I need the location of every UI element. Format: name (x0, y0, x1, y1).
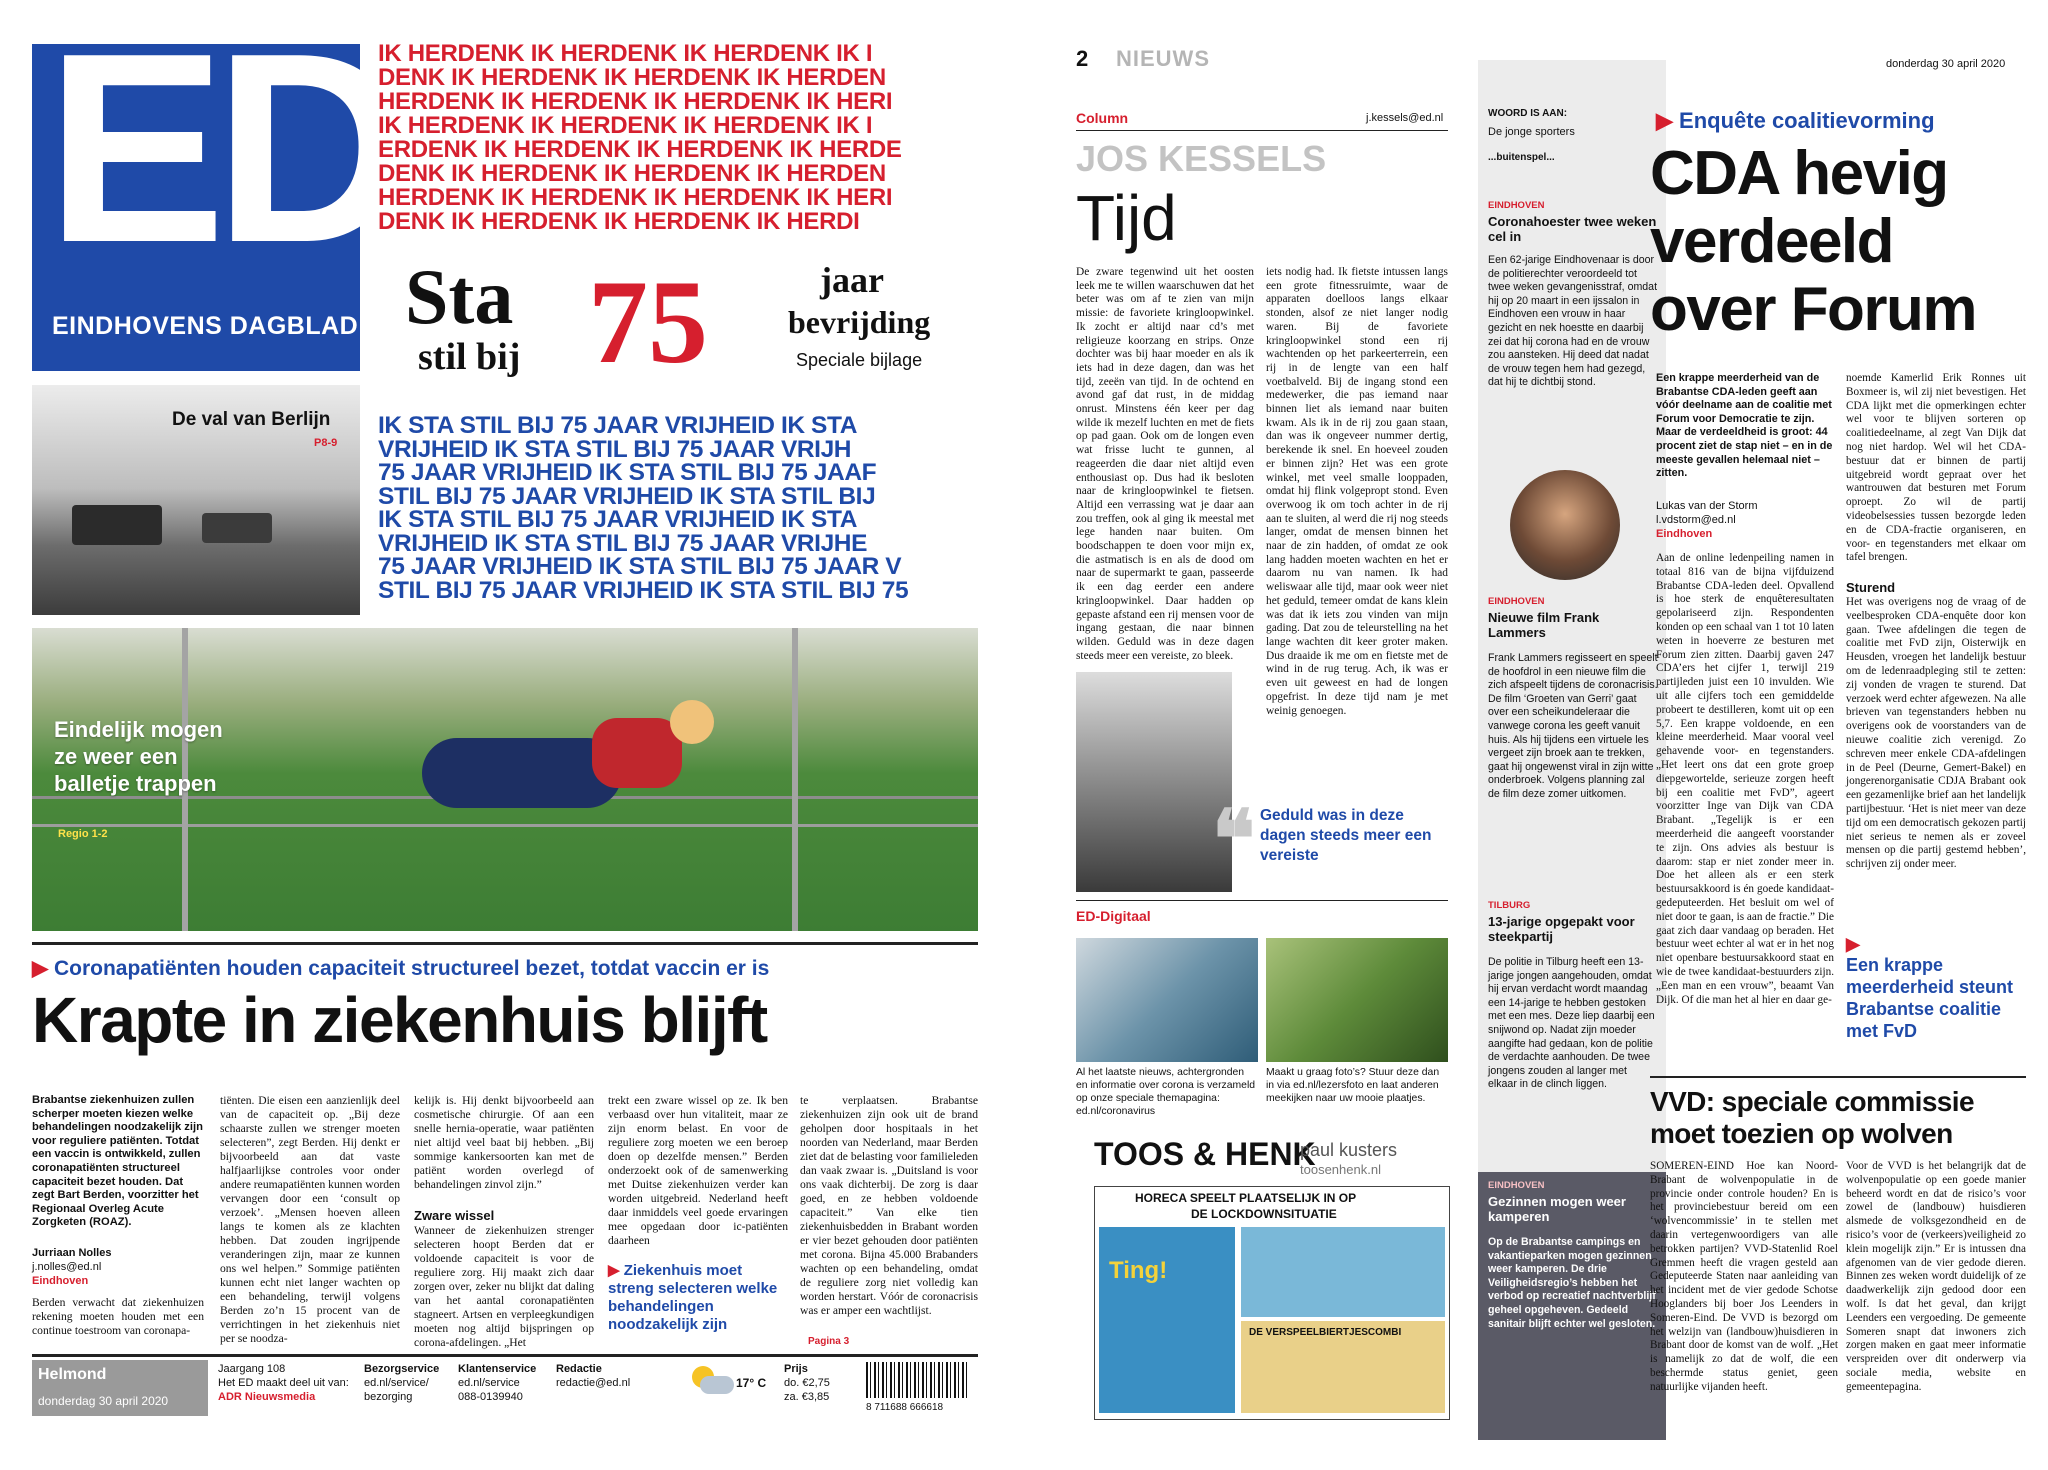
column-title: Tijd (1076, 182, 1177, 254)
lead-kicker (32, 956, 978, 981)
promo-text: Ziekenhuis moet streng selecteren welke behandelingen noodzakelijk zijn (608, 1262, 778, 1333)
digitaal-caption-2: Maakt u graag foto’s? Stuur deze dan in via ed.nl/lezersfoto en laat anderen meekijken naar uw mooie plaatjes. (1266, 1067, 1440, 1104)
woord-quote: ...buitenspel... (1488, 152, 1555, 163)
cartoon-panel-2 (1241, 1227, 1445, 1317)
kid-shirt (592, 718, 682, 788)
fence-bar (32, 824, 978, 827)
footer-prijs-2: za. €3,85 (784, 1391, 830, 1403)
vvd-col-2: Voor de VVD is het belangrijk dat de wolvenpopulatie op een goede manier beheerd wordt en dat de risico’s voor zowel de (landbouw) huisdieren alsmede de volksgezondheid en de risico’s voor de (verkeers)veiligheid zo klein mogelijk zijn.” Er is intussen dna afgenomen van de vier gedode dieren. Binnen zes weken wordt duidelijk of ze daadwerkelijk zijn gedood door een wolf. Is dat het geval, dan krijgt Leenders een vergoeding. De gemeente Someren snapt dat inwoners zich zorgen maken en gaat meer informatie verspreiden over dit onderwerp via sociale media, website en gemeentepagina. (1846, 1160, 2026, 1393)
woord-subject: De jonge sporters (1488, 126, 1575, 138)
cartoon-strip[interactable] (1094, 1186, 1450, 1420)
lead-subhead: Zware wissel (414, 1208, 495, 1223)
lead-promo-ref: Pagina 3 (808, 1336, 850, 1347)
footer-bezorg-1[interactable]: ed.nl/service/ (364, 1377, 429, 1389)
digitaal-photo-1[interactable] (1076, 938, 1258, 1062)
digitaal-caption-1: Al het laatste nieuws, achtergronden en informatie over corona is verzameld op onze speciale themapagina: ed.nl/coronavirus (1076, 1067, 1256, 1117)
vvd-rule (1650, 1076, 2026, 1078)
item-d-place: EINDHOVEN (1488, 1180, 1545, 1191)
herdenk-line: IK HERDENK IK HERDENK IK HERDENK IK I (378, 112, 873, 139)
vvd-col-1: SOMEREN-EIND Hoe kan Noord-Brabant de wolvenpopulatie in de provincie onder controle houden? En is het provinciebestuur bereid om een ‘wolvencommissie’ in te stellen met daarin vertegenwoordigers van alle betrokken partijen? VVD-Statenlid Roel Gremmen heeft die vragen gesteld aan Gedeputeerde Staten naar aanleiding van het incident met de vier gedode Schotse Hooglanders bij boer Jos Leenders in Someren-Eind. De VVD is bezorgd om het welzijn van (landbouw)huisdieren in Brabant door de komst van de wolf. „Het is namelijk zo dat de wolf, die een beschermde status geniet, geen natuurlijke vijanden heeft. (1650, 1160, 1838, 1393)
column-email[interactable]: j.kessels@ed.nl (1366, 112, 1444, 124)
lead-col-4: trekt een zware wissel op ze. Ik ben verbaasd over hun vitaliteit, maar ze zijn enorm belast. En voor de reguliere zorg moeten we een beroep doen op dezelfde mensen.” Berden onderzoekt ook of de samenwerking met Duitse ziekenhuizen verder kan worden uitgebreid. Nederland heeft daar inmiddels veel goede ervaringen mee opgedaan door ic-patiënten daarheen (608, 1094, 788, 1247)
caption-line: balletje trappen (54, 771, 217, 796)
quote-mark-icon: ❝ (1212, 795, 1256, 884)
cda-headline-line: verdeeld (1650, 207, 1894, 276)
herdenk-line: IK HERDENK IK HERDENK IK HERDENK IK I (378, 40, 873, 67)
lead-author: Jurriaan Nolles (32, 1247, 112, 1259)
footer-bezorg (364, 1362, 439, 1404)
cda-promo-arrow-icon: ▶ (1846, 934, 1860, 954)
column-quote: Geduld was in deze dagen steeds meer een vereiste (1260, 807, 1432, 864)
cartoon-panel-1 (1099, 1227, 1235, 1413)
berlin-ref: P8-9 (314, 437, 338, 449)
footer-prijs-1: do. €2,75 (784, 1377, 830, 1389)
column-label-text: Column (1076, 110, 1129, 126)
item-c-title[interactable]: 13-jarige opgepakt voor steekpartij (1488, 914, 1635, 944)
stilbij-line: 75 JAAR VRIJHEID IK STA STIL BIJ 75 JAAR V (378, 553, 902, 580)
footer-redactie (556, 1362, 630, 1390)
cda-kicker-arrow-icon: ▶ (1656, 108, 1673, 133)
herdenk-line: DENK IK HERDENK IK HERDENK IK HERDI (378, 208, 860, 235)
cartoon-brand: TOOS & HENK (1094, 1136, 1316, 1172)
lead-col-2: tiënten. Die eisen een aanzienlijk deel van de capaciteit op. „Bij deze schaarste zullen we strenger moeten selecteren”, zegt Berden. Hij denkt er bijvoorbeeld aan dat vaste halfjaarlijkse controles voor onder andere reumapatiënten kunnen worden vervangen door een ‘consult op verzoek’. „Mensen hoeven alleen langs te komen als ze klachten hebben. Dat zouden ingrijpende veranderingen zijn, maar ze kunnen ons wel helpen.” Sommige patiënten kunnen echt niet langer wachten op een behandeling, terwijl volgens Berden zo’n 15 procent van de verrichtingen in het ziekenhuis niet per se noodza- (220, 1094, 400, 1345)
stilbij-line: IK STA STIL BIJ 75 JAAR VRIJHEID IK STA (378, 412, 858, 439)
ed-logo (32, 0, 398, 371)
herdenk-banner (378, 42, 978, 242)
kid-football-photo[interactable] (32, 628, 978, 931)
photo-ref: Regio 1-2 (58, 828, 108, 840)
bijlage-stil-bij: stil bij (418, 336, 521, 378)
caption-line: Eindelijk mogen (54, 717, 223, 742)
news-sidebar (1478, 60, 1666, 1440)
cda-col-2b: Het was overigens nog de vraag of de veelbesproken CDA-enquête door kon gaan. Twee afdelingen die tegen de coalitie met FvD zijn, Oisterwijk en Heusden, vroegen het landelijk bestuur om de ledenraadpleging stil te zetten: zij vonden de vragen te sturend. Dat verzoek werd echter afgewezen. Na alle brieven van tegenstanders hebben nu overigens ook de voorstanders van de nieuwe coalitie zich verenigd. Zo schreven meer enkele CDA-afdelingen in de Peel (Deurne, Gemert-Bakel) en jongerenorganisatie CDJA Brabant ook een gezamenlijke brief aan het landelijk partijbestuur. ‘Het is niet meer van deze tijd om een democratisch gekozen partij niet serieus te nemen als er zoveel mensen op die partij gestemd hebben’, schrijven zij onder meer. (1846, 596, 2026, 871)
lead-col-1: Berden verwacht dat ziekenhuizen rekening moeten houden met een continue toestroom van coronapa- (32, 1296, 204, 1337)
caption-line: ze weer een (54, 744, 178, 769)
logo-name: EINDHOVENS DAGBLAD (52, 312, 359, 340)
cartoon-sign: DE VERSPEELBIERTJESCOMBI (1249, 1327, 1402, 1338)
cda-col-2: noemde Kamerlid Erik Ronnes uit Boxmeer is, wil zij niet bevestigen. Het CDA lijkt met die opmerkingen echter wel voor te blijven sorteren op coalitiedeelname, al zegt Van Dijk dat nog niet hardop. Wel wil het CDA-bestuur dat er binnen de partij uitgebreid wordt gepraat over het wantrouwen dat besturen met Forum oproept. Zo wil de partij videobelsessies tussen bezorgde leden en de CDA-fractie organiseren, en voor- en tegenstanders met elkaar om tafel brengen. (1846, 372, 2026, 564)
lead-col-5: te verplaatsen. Brabantse ziekenhuizen zijn ook uit de brand geholpen door hospitaals in het noorden van Nederland, maar Berden ziet dat de belasting voor familieleden dan vaak zwaar is. „Duitsland is voor ons vaak dichterbij. De zorg is daar goed, en ze hebben voldoende capaciteit.” Van elke tien ziekenhuisbedden in Brabant worden er vier bezet gehouden door patiënten met corona. Bijna 45.000 Brabanders wachten op een behandeling, omdat de reguliere zorg niet volledig kan worden herstart. Vóór de coronacrisis was er amper een wachtlijst. (800, 1094, 978, 1317)
item-a-body: Een 62-jarige Eindhovenaar is door de politierechter veroordeeld tot twee weken gevangenisstraf, omdat hij op 20 maart in een ijssalon in Eindhoven een vrouw in haar gezicht en nek hoestte en daarbij zei dat hij corona had en de vrouw zou aansteken. Hij deed dat nadat de vrouw tegen hem had gezegd, dat hij te dichtbij stond. (1488, 254, 1658, 389)
bijlage-jaar: jaar (820, 260, 884, 300)
fence-post (792, 628, 798, 931)
cda-kicker-text: Enquête coalitievorming (1679, 108, 1935, 133)
weather-icon (688, 1366, 734, 1396)
footer-red-h: Redactie (556, 1363, 602, 1375)
barcode-number: 8 711688 666618 (866, 1402, 944, 1413)
footer-bezorg-h: Bezorgservice (364, 1363, 440, 1375)
footer-edition-box (32, 1360, 208, 1416)
cda-headline-line: CDA hevig (1650, 139, 1948, 208)
frank-lammers-photo (1510, 470, 1620, 580)
cda-intro: Een krappe meerderheid van de Brabantse CDA-leden geeft aan vóór deelname aan de coalitie met Forum voor Democratie te zijn. Maar de verdeeldheid is groot: 44 procent ziet de stap niet – en in de meeste gevallen helemaal niet – zitten. (1656, 372, 1833, 480)
herdenk-line: DENK IK HERDENK IK HERDENK IK HERDEN (378, 160, 886, 187)
stilbij-line: VRIJHEID IK STA STIL BIJ 75 JAAR VRIJHE (378, 529, 868, 557)
page-number: 2 (1076, 46, 1089, 71)
item-d-body: Op de Brabantse campings en vakantieparken mogen gezinnen weer kamperen. De drie Veiligheidsregio’s hebben het verbod op recreatief nachtverblijf geheel opgeheven. Gedeeld sanitair blijft echter wel gesloten. (1488, 1236, 1656, 1330)
stilbij-line: VRIJHEID IK STA STIL BIJ 75 JAAR VRIJH (378, 435, 852, 463)
cartoon-title-2: DE LOCKDOWNSITUATIE (1191, 1207, 1337, 1221)
kicker-text: Coronapatiënten houden capaciteit structureel bezet, totdat vaccin er is (53, 957, 770, 980)
bijlage-bevrijding: bevrijding (788, 304, 931, 340)
column-body-1: De zware tegenwind uit het oosten leek me te willen waarschuwen dat het beter was om af te zien van mijn missie: de favoriete kringloopwinkel. Ik zocht er altijd naar cd’s met religieuze koorzang en strips. Onze dochter was bij haar moeder en als ik iets had in deze dagen, dan was het tijd, zeeën van tijd. In de ochtend en avond gaf dat rust, in de middag onrust. Minstens één keer per dag wilde ik mezelf luchten en met de fiets op pad gaan. Ook om de longen even wat frisse lucht te gunnen, al reageerden die daar niet altijd even enthousiast op. Dus had ik besloten naar de kringloopwinkel te fietsen. Altijd een verrassing wat je daar aan zou treffen, ook al ging ik meestal met lege handen naar buiten. Om boodschappen te doen voor mijn ex, die astmatisch is en als de dood om naar de supermarkt te gaan, passeerde ik een dag eerder een andere kringloopwinkel. Daar hadden op gepaste afstand een rij mensen voor de ingang gestaan, die naar binnen wilden. Geduld was in deze dagen steeds meer een vereiste, zo bleek. (1076, 266, 1254, 662)
stilbij-line: 75 JAAR VRIJHEID IK STA STIL BIJ 75 JAAF (378, 459, 877, 486)
section-name: NIEUWS (1116, 46, 1210, 71)
item-c-place: TILBURG (1488, 900, 1531, 911)
cda-col-1: Aan de online ledenpeiling namen in totaal 816 van de bijna vijfduizend Brabantse CDA-leden deel. Opvallend is hoe sterk de enquêteresultaten gepolariseerd zijn. Respondenten konden op een schaal van 1 tot 10 laten weten in hoeverre ze besturen met Forum zien zitten. Daarbij gaven 247 CDA’ers het cijfer 1, terwijl 219 partijleden juist een 10 invulden. Wie uit alle cijfers toch een gemiddelde probeert te destilleren, komt uit op een 5,7. Een krappe voldoende, en een kleine meerderheid. Maar vooral veel gehavende voor- en tegenstanders. „Het leert ons dat een grote groep diepgewortelde, serieuze zorgen heeft bij een coalitie met FvD”, ageert voorzitter Inge van Dijk van CDA Brabant. „Tegelijk is er een meerderheid die aangeeft voorstander te zijn. Ons advies als bestuur is daarom: stap er niet zonder meer in. Doe het alleen als er een sterk bestuursakkoord is én goede kandidaat-gedeputeerden. Het besluit om wel of niet door te gaan, is aan de fractie.” Die gaat zich daar vandaag op beraden. Het bestuur weet echter al wat er in het nog niet openbare bestuursakkoord staat en wie de twee kandidaat-bestuurders zijn. „Een man en een vrouw”, beaamt Van Dijk. Of die man het al hier en daar ge- (1656, 552, 1834, 1006)
footer-klant-2: 088-0139940 (458, 1391, 523, 1403)
bijlage-75: 75 (588, 255, 708, 388)
lead-email: j.nolles@ed.nl (32, 1261, 102, 1273)
divider (32, 942, 978, 945)
cda-kicker (1656, 108, 1935, 134)
herdenk-line: ERDENK IK HERDENK IK HERDENK IK HERDE (378, 136, 902, 163)
footer-bezorg-2: bezorging (364, 1391, 413, 1403)
footer-klant (458, 1362, 536, 1404)
lead-col-3b: Wanneer de ziekenhuizen strenger selecteren hoopt Berden dat er voldoende capaciteit is voor de reguliere zorg. Hij maakt zich daar zorgen over, zeker nu blijkt dat daling van het aantal coronapatiënten stagneert. Artsen en verpleegkundigen moeten nog altijd bijspringen op corona-afdelingen. „Het (414, 1224, 594, 1349)
item-a-title[interactable]: Coronahoester twee weken cel in (1488, 214, 1657, 244)
item-c-body: De politie in Tilburg heeft een 13-jarige jongen aangehouden, omdat hij ervan verdacht wordt maandag een 14-jarige te hebben gestoken met een mes. Deze liep daarbij een snijwond op. Nadat zijn moeder aangifte had gedaan, kon de politie de verdachte aanhouden. De twee jongens zouden al langer met elkaar in de clinch liggen. (1488, 956, 1655, 1091)
promo-arrow-icon: ▶ (608, 1262, 624, 1279)
item-a-place: EINDHOVEN (1488, 200, 1545, 211)
herdenk-line: HERDENK IK HERDENK IK HERDENK IK HERI (378, 88, 893, 115)
item-b-title[interactable]: Nieuwe film Frank Lammers (1488, 610, 1600, 640)
kicker-arrow-icon: ▶ (32, 957, 54, 980)
cda-headline[interactable] (1650, 140, 1976, 344)
bijlage-speciale: Speciale bijlage (796, 350, 923, 370)
item-d-box (1478, 1172, 1666, 1440)
digitaal-photo-2[interactable] (1266, 938, 1448, 1062)
cda-place: Eindhoven (1656, 528, 1713, 540)
cartoon-ting: Ting! (1109, 1257, 1168, 1284)
cda-subhead: Sturend (1846, 580, 1896, 595)
footer-prijs-h: Prijs (784, 1363, 808, 1375)
digitaal-rule (1076, 900, 1448, 901)
item-b-place: EINDHOVEN (1488, 596, 1545, 607)
footer-temp: 17° C (736, 1376, 767, 1390)
column-body-2: iets nodig had. Ik fietste intussen langs een grote fitnessruimte, waar de apparaten doelloos langs elkaar stonden, alsof ze niet langer nodig waren. Bij de favoriete kringloopwinkel stond een rij wachtenden op het parkeerterrein, een rij in de lengte van een half voetbalveld. Bij de ingang stond een medewerker, die pas iemand naar binnen liet als iemand naar buiten kwam. Als ik in de rij zou gaan staan, dan was ik ongeveer nummer dertig, berekende ik snel. En hoeveel zouden er binnen zijn? Het was een grote winkel, met veel smalle looppaden, omdat hij flink volgepropt stond. Even overwoog ik om toch achter in de rij aan te sluiten, al werd die rij nog steeds langer, omdat de mensen binnen het naar de zin hadden, of omdat ze ook lang hadden moeten wachten en het er daarom nu van namen. Ik had weliswaar alle tijd, maar ook weer niet het geduld, temeer omdat de kans klein was dat ik iets zou vinden van mijn gading. Dat zou de teleurstelling na het lange wachten dit keer groter maken. Dus draaide ik me om en fietste met de wind in de rug terug. Ach, ik was er even uit geweest en had de longen opgefrist. In deze tijd nam je met weinig genoegen. (1266, 266, 1448, 717)
vvd-headline[interactable]: VVD: speciale commissie moet toezien op wolven (1650, 1086, 1974, 1149)
footer-red-1[interactable]: redactie@ed.nl (556, 1377, 631, 1389)
lead-place: Eindhoven (32, 1275, 89, 1287)
logo-letters: ED (46, 0, 398, 299)
page-date: donderdag 30 april 2020 (1886, 58, 2006, 70)
lead-promo[interactable] (608, 1262, 788, 1334)
berlin-photo[interactable] (32, 385, 360, 615)
kid-head (670, 700, 714, 744)
bijlage-sta: Sta (405, 253, 514, 340)
barcode (866, 1362, 970, 1398)
cda-author: Lukas van der Storm (1656, 500, 1758, 512)
footer-date: donderdag 30 april 2020 (38, 1394, 169, 1408)
footer-prijs (784, 1362, 830, 1404)
footer-klant-1[interactable]: ed.nl/service (458, 1377, 520, 1389)
footer-jaargang (218, 1362, 349, 1404)
tank-shape (202, 513, 272, 543)
digitaal-label: ED-Digitaal (1076, 908, 1151, 924)
cda-headline-line: over Forum (1650, 275, 1977, 344)
herdenk-line: DENK IK HERDENK IK HERDENK IK HERDEN (378, 64, 886, 91)
cda-promo[interactable]: Een krappe meerderheid steunt Brabantse coalitie met FvD (1846, 955, 2014, 1041)
item-b-body: Frank Lammers regisseert en speelt de hoofdrol in een nieuwe film die zich afspeelt tijdens de coronacrisis. De film ‘Groeten van Gerri’ gaat over een scheikundeleraar die vanwege corona les geeft vanuit huis. Als hij tijdens een virtuele les vergeet zijn broek aan te trekken, gaat hij ongewenst viral in zijn witte onderbroek. Volgens planning zal de film deze zomer uitkomen. (1488, 652, 1658, 800)
item-d-title[interactable]: Gezinnen mogen weer kamperen (1488, 1194, 1626, 1224)
herdenk-line: HERDENK IK HERDENK IK HERDENK IK HERI (378, 184, 893, 211)
column-author: JOS KESSELS (1076, 138, 1327, 179)
column-author-photo (1076, 672, 1232, 892)
lead-headline[interactable]: Krapte in ziekenhuis blijft (32, 984, 767, 1056)
lead-intro: Brabantse ziekenhuizen zullen scherper moeten kiezen welke behandelingen noodzakelijk zijn voor reguliere patiënten. Totdat een vaccin is ontwikkeld, zullen coronapatiënten structureel capaciteit bezet houden. Dat zegt Bart Berden, voorzitter het Regionaal Overleg Acute Zorgketen (ROAZ). (32, 1094, 203, 1229)
tank-shape (72, 505, 162, 545)
lead-col-3: kelijk is. Hij denkt bijvoorbeeld aan cosmetische chirurgie. Of aan een snelle hernia-operatie, waar patiënten niet altijd veel baat bij hebben. „Bij sommige kankersoorten kan met de patiënt worden overlegd of behandelingen zinvol zijn.” (414, 1094, 594, 1191)
footer-jaargang-text: Jaargang 108 (218, 1363, 286, 1375)
footer-edition: Helmond (38, 1366, 107, 1383)
berlin-title: De val van Berlijn (172, 409, 331, 430)
cartoon-site: toosenhenk.nl (1300, 1162, 1381, 1177)
photo-caption (54, 716, 223, 797)
footer-adr-logo: ADR Nieuwsmedia (218, 1391, 316, 1403)
cloud-icon (700, 1376, 734, 1394)
column-label (1076, 110, 1128, 126)
stilbij-banner (378, 414, 978, 610)
footer-divider (32, 1354, 978, 1357)
stilbij-line: STIL BIJ 75 JAAR VRIJHEID IK STA STIL BIJ 75 (378, 576, 909, 604)
woord-heading: WOORD IS AAN: (1488, 108, 1568, 119)
footer-group: Het ED maakt deel uit van: (218, 1377, 349, 1389)
stilbij-line: IK STA STIL BIJ 75 JAAR VRIJHEID IK STA (378, 506, 858, 533)
cartoon-artist: paul kusters (1300, 1140, 1398, 1160)
cartoon-title-1: HORECA SPEELT PLAATSELIJK IN OP (1135, 1191, 1357, 1205)
cda-email[interactable]: l.vdstorm@ed.nl (1656, 514, 1736, 526)
stilbij-line: STIL BIJ 75 JAAR VRIJHEID IK STA STIL BIJ (378, 482, 876, 510)
cartoon-panel-3 (1241, 1321, 1445, 1413)
column-rule (1076, 130, 1448, 131)
footer-klant-h: Klantenservice (458, 1363, 537, 1375)
